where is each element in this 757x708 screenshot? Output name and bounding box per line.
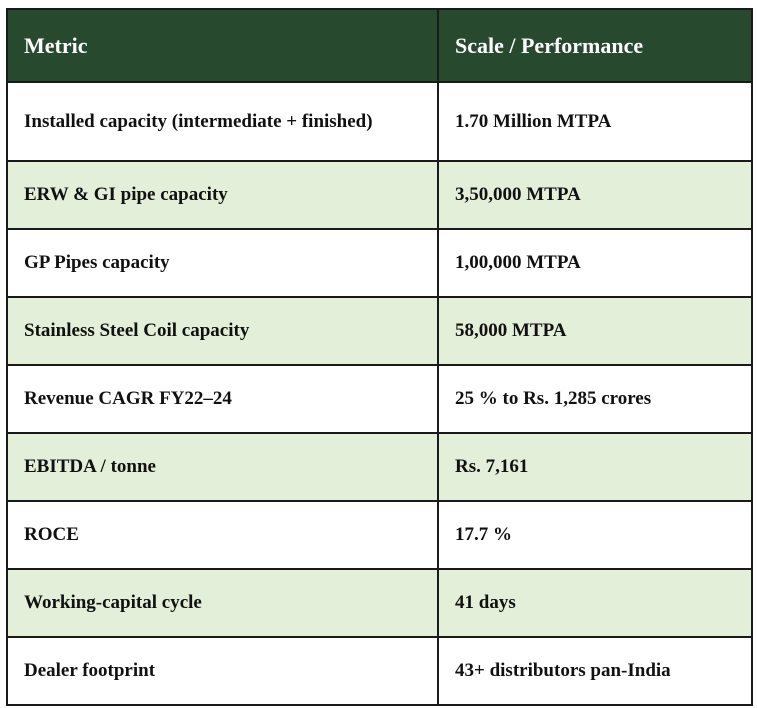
metric-cell: EBITDA / tonne [7, 433, 438, 501]
metric-cell: Dealer footprint [7, 637, 438, 705]
value-cell: 3,50,000 MTPA [438, 161, 752, 229]
metric-cell: ROCE [7, 501, 438, 569]
metric-cell: Working-capital cycle [7, 569, 438, 637]
metric-cell: Installed capacity (intermediate + finished) [7, 82, 438, 161]
metric-cell: Revenue CAGR FY22–24 [7, 365, 438, 433]
table-row [7, 569, 752, 637]
table-row [7, 637, 752, 705]
value-cell: 43+ distributors pan-India [438, 637, 752, 705]
metric-cell: ERW & GI pipe capacity [7, 161, 438, 229]
table-row [7, 297, 752, 365]
table-row [7, 501, 752, 569]
table-row [7, 82, 752, 161]
table-row [7, 365, 752, 433]
metric-cell: Stainless Steel Coil capacity [7, 297, 438, 365]
value-cell: 41 days [438, 569, 752, 637]
value-cell: 1,00,000 MTPA [438, 229, 752, 297]
header-metric: Metric [7, 9, 438, 82]
value-cell: 25 % to Rs. 1,285 crores [438, 365, 752, 433]
table-body [7, 82, 752, 705]
value-cell: 17.7 % [438, 501, 752, 569]
table-header [7, 9, 752, 82]
value-cell: 1.70 Million MTPA [438, 82, 752, 161]
header-row [7, 9, 752, 82]
header-scale-performance: Scale / Performance [438, 9, 752, 82]
table-row [7, 433, 752, 501]
metric-cell: GP Pipes capacity [7, 229, 438, 297]
table-row [7, 161, 752, 229]
value-cell: Rs. 7,161 [438, 433, 752, 501]
metrics-table [6, 8, 753, 706]
metrics-table-container [6, 8, 751, 706]
value-cell: 58,000 MTPA [438, 297, 752, 365]
table-row [7, 229, 752, 297]
